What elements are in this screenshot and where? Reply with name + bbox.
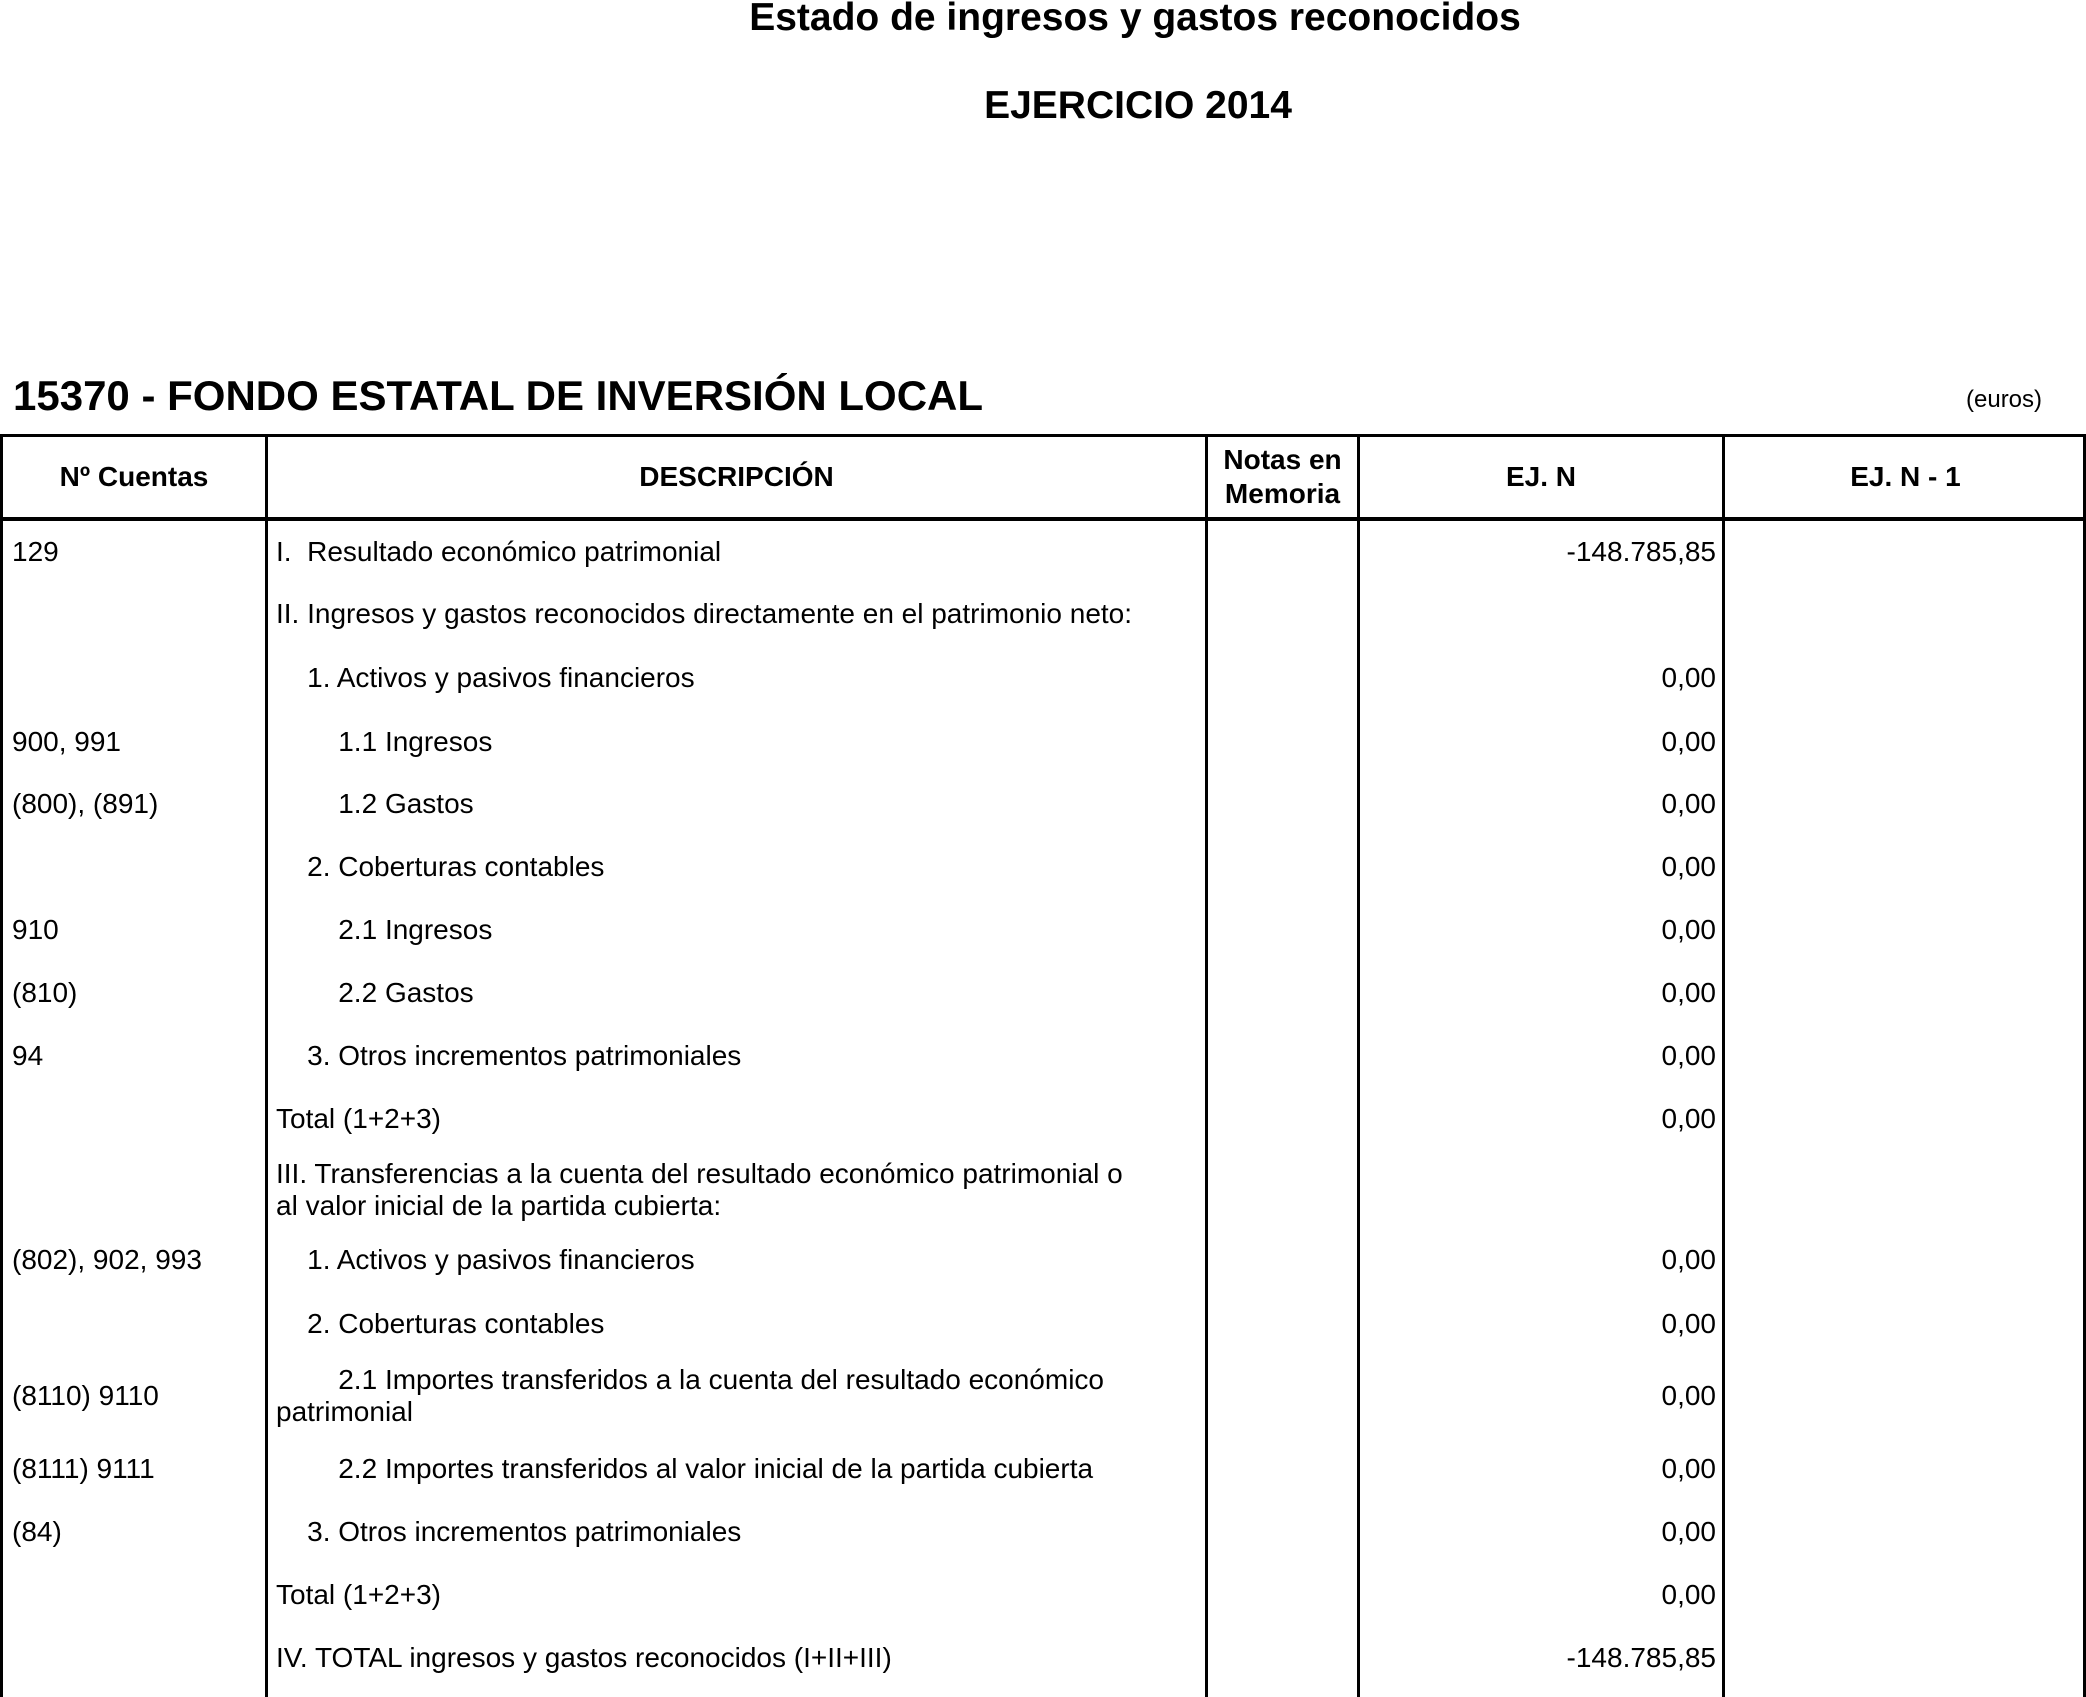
cell-descripcion: 1. Activos y pasivos financieros xyxy=(276,1244,695,1275)
cell-notas xyxy=(1213,1229,1353,1291)
cell-ej-n: 0,00 xyxy=(1661,726,1716,757)
cell-descripcion: 2. Coberturas contables xyxy=(276,1308,605,1339)
cell-cuentas: 129 xyxy=(12,536,59,567)
cell-cuentas: (810) xyxy=(12,977,78,1008)
cell-descripcion: II. Ingresos y gastos reconocidos directamente en el patrimonio neto: xyxy=(276,598,1133,629)
cell-descripcion: 3. Otros incrementos patrimoniales xyxy=(276,1040,742,1071)
cell-notas xyxy=(1213,1501,1353,1563)
cell-ej-n: 0,00 xyxy=(1661,914,1716,945)
column-divider xyxy=(265,437,268,1697)
cell-ej-n: 0,00 xyxy=(1661,1579,1716,1610)
cell-descripcion: Total (1+2+3) xyxy=(276,1579,441,1610)
cell-ej-n1 xyxy=(1728,711,2080,773)
cell-ej-n1 xyxy=(1728,647,2080,709)
cell-ej-n: 0,00 xyxy=(1661,1453,1716,1484)
cell-ej-n1 xyxy=(1728,1088,2080,1150)
cell-notas xyxy=(1213,773,1353,835)
cell-cuentas xyxy=(12,836,262,898)
cell-descripcion: 1.1 Ingresos xyxy=(276,726,493,757)
cell-notas xyxy=(1213,899,1353,961)
cell-ej-n1 xyxy=(1728,1564,2080,1626)
column-divider xyxy=(1722,437,1725,1697)
fiscal-year-subtitle: EJERCICIO 2014 xyxy=(984,84,1292,127)
cell-ej-n: -148.785,85 xyxy=(1566,1642,1716,1673)
cell-ej-n: 0,00 xyxy=(1661,788,1716,819)
cell-cuentas: (8110) 9110 xyxy=(12,1380,159,1411)
cell-ej-n: 0,00 xyxy=(1661,1380,1716,1411)
cell-ej-n: 0,00 xyxy=(1661,662,1716,693)
header-notas: Notas en Memoria xyxy=(1223,444,1342,509)
cell-ej-n1 xyxy=(1728,583,2080,645)
cell-notas xyxy=(1213,962,1353,1024)
cell-cuentas xyxy=(12,583,262,645)
cell-notas xyxy=(1213,1293,1353,1355)
cell-ej-n1 xyxy=(1728,962,2080,1024)
cell-notas xyxy=(1213,1355,1353,1437)
cell-descripcion: Total (1+2+3) xyxy=(276,1103,441,1134)
cell-ej-n1 xyxy=(1728,1501,2080,1563)
cell-notas xyxy=(1213,1627,1353,1689)
cell-ej-n: 0,00 xyxy=(1661,1040,1716,1071)
cell-descripcion: IV. TOTAL ingresos y gastos reconocidos (I+II+III) xyxy=(276,1642,892,1673)
cell-descripcion: I. Resultado económico patrimonial xyxy=(276,536,722,567)
cell-cuentas: (8111) 9111 xyxy=(12,1453,155,1484)
cell-ej-n1 xyxy=(1728,1627,2080,1689)
cell-ej-n1 xyxy=(1728,1151,2080,1229)
cell-descripcion: 2.1 Ingresos xyxy=(276,914,493,945)
cell-notas xyxy=(1213,1151,1353,1229)
cell-cuentas: (84) xyxy=(12,1516,62,1547)
cell-notas xyxy=(1213,583,1353,645)
cell-cuentas xyxy=(12,647,262,709)
cell-cuentas: (802), 902, 993 xyxy=(12,1244,202,1275)
cell-notas xyxy=(1213,836,1353,898)
cell-descripcion: 2.2 Gastos xyxy=(276,977,474,1008)
cell-cuentas xyxy=(12,1088,262,1150)
cell-ej-n xyxy=(1363,1151,1716,1229)
header-cuentas: Nº Cuentas xyxy=(59,461,209,492)
cell-ej-n1 xyxy=(1728,836,2080,898)
cell-ej-n: 0,00 xyxy=(1661,1244,1716,1275)
cell-cuentas: 910 xyxy=(12,914,59,945)
cell-ej-n1 xyxy=(1728,1293,2080,1355)
cell-notas xyxy=(1213,1438,1353,1500)
cell-ej-n: 0,00 xyxy=(1661,1308,1716,1339)
header-ej-n1: EJ. N - 1 xyxy=(1850,461,1961,492)
cell-descripcion: 1. Activos y pasivos financieros xyxy=(276,662,695,693)
cell-cuentas xyxy=(12,1627,262,1689)
cell-ej-n: 0,00 xyxy=(1661,851,1716,882)
header-descripcion: DESCRIPCIÓN xyxy=(639,461,834,492)
cell-ej-n xyxy=(1363,583,1716,645)
units-label: (euros) xyxy=(1966,386,2043,413)
column-divider xyxy=(1357,437,1360,1697)
cell-ej-n: -148.785,85 xyxy=(1566,536,1716,567)
cell-descripcion: 3. Otros incrementos patrimoniales xyxy=(276,1516,742,1547)
cell-cuentas: (800), (891) xyxy=(12,788,159,819)
cell-descripcion: III. Transferencias a la cuenta del resultado económico patrimonial o al valor inicial de la partida cubierta: xyxy=(276,1158,1123,1221)
cell-notas xyxy=(1213,711,1353,773)
cell-cuentas xyxy=(12,1564,262,1626)
cell-notas xyxy=(1213,521,1353,583)
cell-descripcion: 1.2 Gastos xyxy=(276,788,474,819)
cell-notas xyxy=(1213,1025,1353,1087)
cell-notas xyxy=(1213,1088,1353,1150)
cell-ej-n1 xyxy=(1728,1229,2080,1291)
cell-cuentas xyxy=(12,1151,262,1229)
cell-ej-n: 0,00 xyxy=(1661,977,1716,1008)
cell-cuentas: 900, 991 xyxy=(12,726,121,757)
cell-cuentas: 94 xyxy=(12,1040,44,1071)
cell-ej-n1 xyxy=(1728,773,2080,835)
cell-ej-n: 0,00 xyxy=(1661,1516,1716,1547)
cell-notas xyxy=(1213,1564,1353,1626)
cell-ej-n1 xyxy=(1728,1438,2080,1500)
cell-ej-n1 xyxy=(1728,1355,2080,1437)
cell-cuentas xyxy=(12,1293,262,1355)
cell-descripcion: 2. Coberturas contables xyxy=(276,851,605,882)
cell-ej-n: 0,00 xyxy=(1661,1103,1716,1134)
entity-title: 15370 - FONDO ESTATAL DE INVERSIÓN LOCAL xyxy=(13,372,984,419)
cell-descripcion: 2.1 Importes transferidos a la cuenta del resultado económico patrimonial xyxy=(276,1364,1104,1427)
column-divider xyxy=(1205,437,1208,1697)
cell-notas xyxy=(1213,647,1353,709)
cell-descripcion: 2.2 Importes transferidos al valor inicial de la partida cubierta xyxy=(276,1453,1094,1484)
financial-statement-table xyxy=(0,434,2086,1697)
document-title: Estado de ingresos y gastos reconocidos xyxy=(749,0,1521,39)
header-ej-n: EJ. N xyxy=(1505,461,1577,492)
cell-ej-n1 xyxy=(1728,899,2080,961)
cell-ej-n1 xyxy=(1728,1025,2080,1087)
cell-ej-n1 xyxy=(1728,521,2080,583)
